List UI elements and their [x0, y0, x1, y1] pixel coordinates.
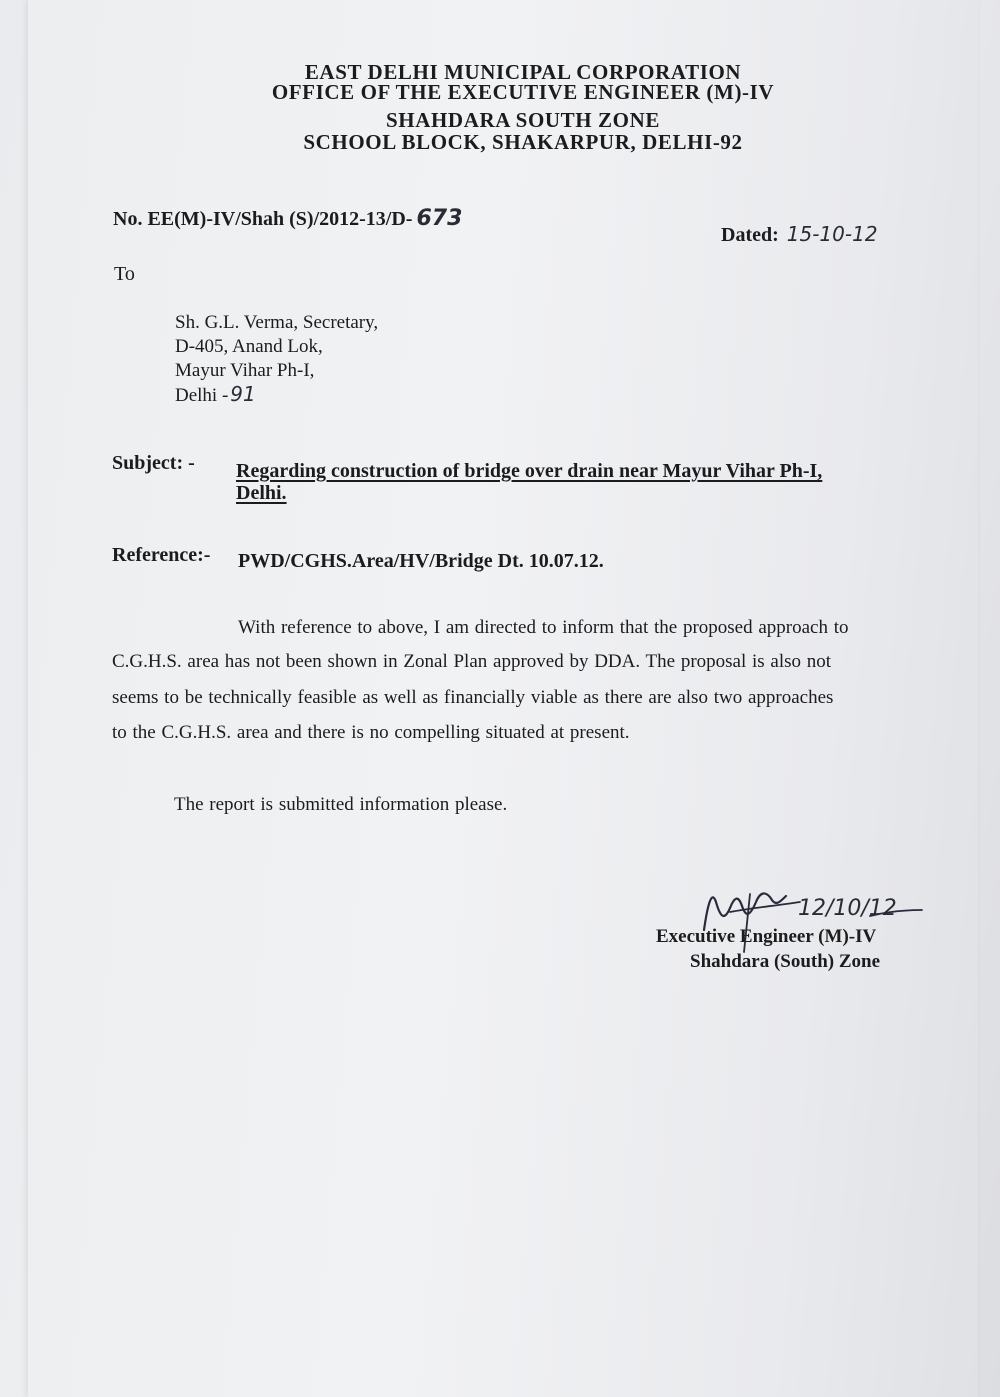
header-org-name: EAST DELHI MUNICIPAL CORPORATION — [304, 60, 742, 84]
body-line-2: C.G.H.S. area has not been shown in Zonal Plan approved by DDA. The proposal is also not — [112, 651, 832, 672]
body-line-3: seems to be technically feasible as well as financially viable as there are also two approaches — [112, 687, 834, 708]
body-line-4: to the C.G.H.S. area and there is no compelling situated at present. — [112, 722, 630, 743]
handwritten-signature-icon — [690, 872, 930, 962]
body-closing: The report is submitted information please. — [174, 794, 508, 815]
addressee-pin-handwritten: 91 — [230, 382, 256, 406]
addressee-city: Delhi - — [175, 385, 229, 406]
signatory-designation: Executive Engineer (M)-IV — [656, 926, 877, 947]
addressee-line-1: Sh. G.L. Verma, Secretary, — [175, 312, 379, 333]
addressee-line-2: D-405, Anand Lok, — [175, 336, 323, 357]
to-label: To — [114, 263, 135, 285]
reference-number — [113, 206, 462, 231]
reference-number-printed: No. EE(M)-IV/Shah (S)/2012-13/D- — [113, 208, 413, 230]
subject-label: Subject: - — [112, 452, 195, 474]
header-address: SCHOOL BLOCK, SHAKARPUR, DELHI-92 — [303, 130, 743, 154]
signature-date-handwritten: 12/10/12 — [798, 896, 897, 921]
reference-label: Reference:- — [112, 544, 211, 566]
subject-line-1: Regarding construction of bridge over drain near Mayur Vihar Ph-I, — [236, 460, 823, 482]
signatory-zone: Shahdara (South) Zone — [690, 951, 881, 972]
addressee-line-4 — [175, 382, 256, 407]
reference-number-handwritten: 673 — [416, 206, 463, 231]
reference-text: PWD/CGHS.Area/HV/Bridge Dt. 10.07.12. — [238, 550, 604, 572]
letter-page — [28, 0, 978, 1397]
date-label: Dated: — [721, 224, 779, 246]
header-office: OFFICE OF THE EXECUTIVE ENGINEER (M)-IV — [271, 80, 775, 104]
date-handwritten: 15-10-12 — [786, 222, 878, 246]
letter-date — [721, 222, 878, 247]
header-zone: SHAHDARA SOUTH ZONE — [386, 108, 660, 132]
subject-line-2: Delhi. — [236, 482, 287, 504]
addressee-line-3: Mayur Vihar Ph-I, — [175, 360, 315, 381]
body-line-1: With reference to above, I am directed to inform that the proposed approach to — [238, 617, 849, 638]
